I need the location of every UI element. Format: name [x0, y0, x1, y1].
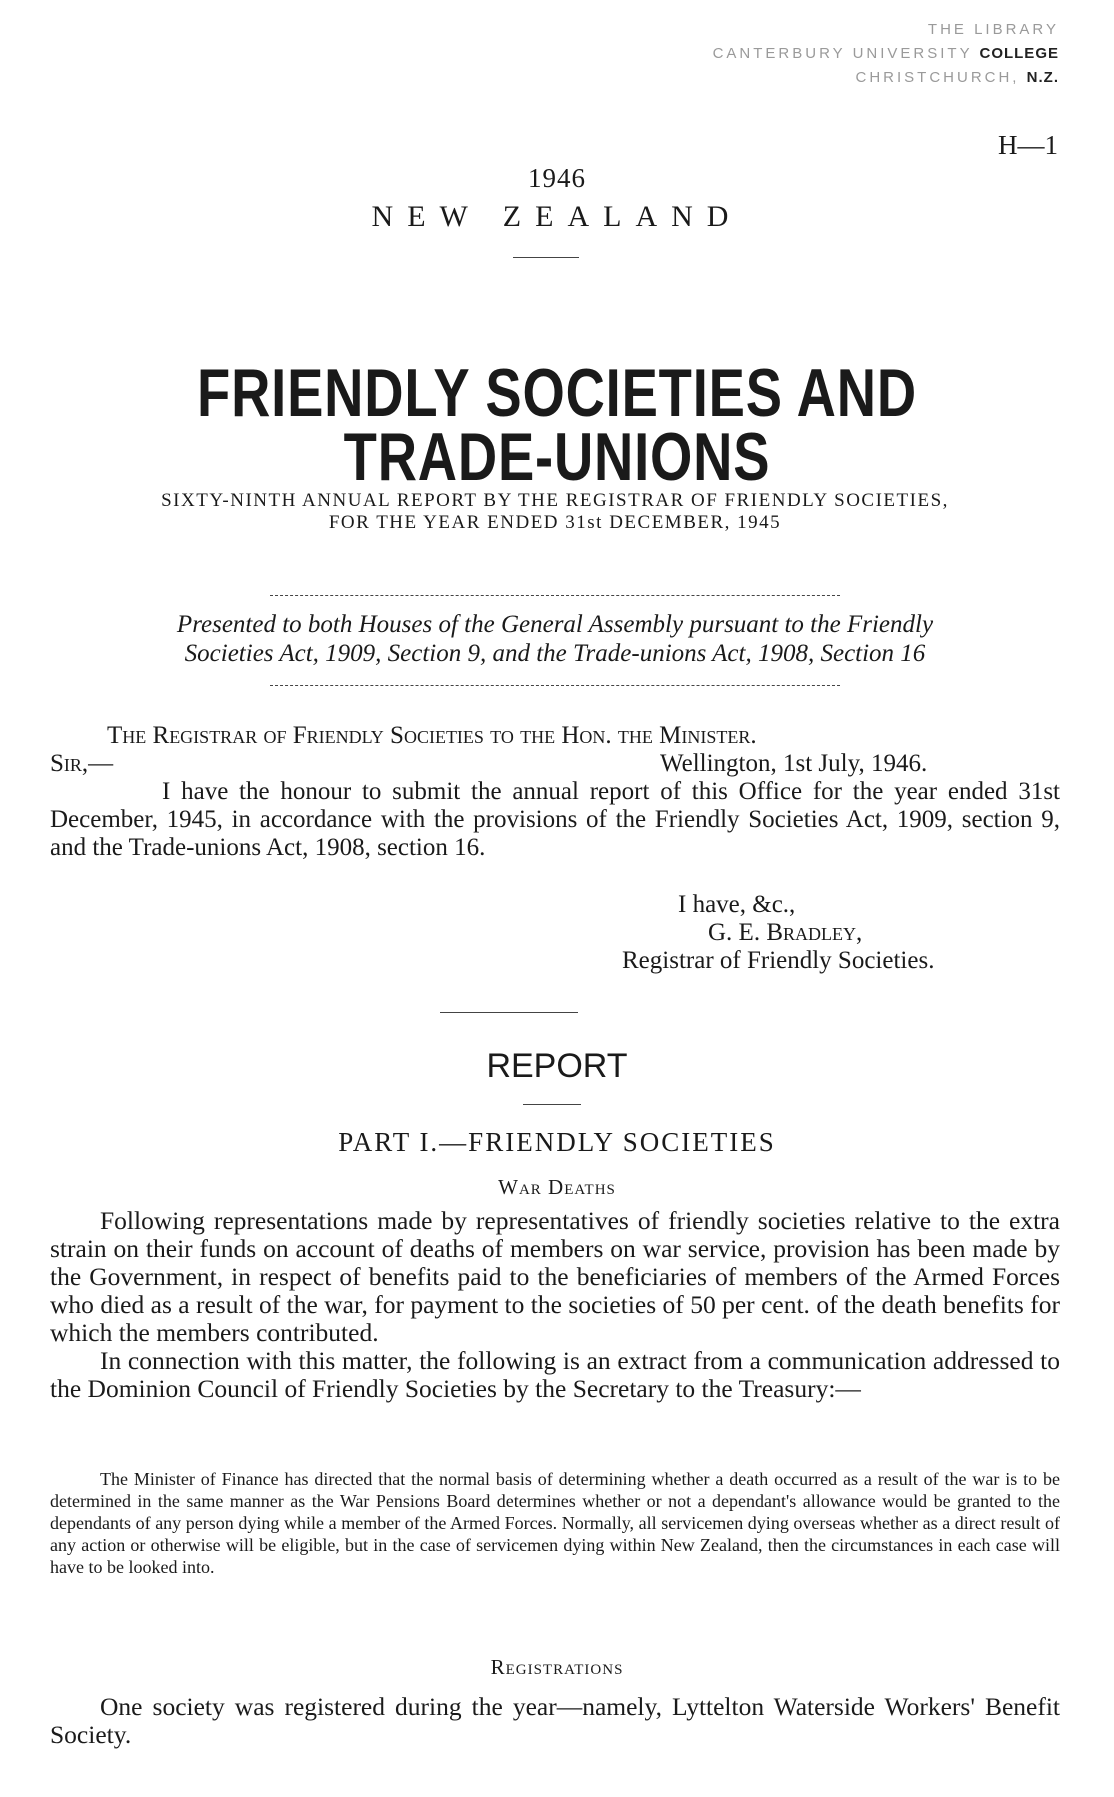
document-reference: H—1: [998, 130, 1058, 160]
section-heading-registrations: Registrations: [490, 1655, 624, 1679]
letter-place-date: Wellington, 1st July, 1946.: [660, 750, 928, 777]
stamp-line-2-faint: CANTERBURY UNIVERSITY: [712, 45, 973, 62]
letter-signatory-title: Registrar of Friendly Societies.: [622, 947, 935, 974]
presentation-note-line-2: Societies Act, 1909, Section 9, and the Trade-unions Act, 1908, Section 16: [184, 640, 926, 667]
subtitle-line-1: SIXTY-NINTH ANNUAL REPORT BY THE REGISTRAR OF FRIENDLY SOCIETIES,: [161, 490, 949, 511]
presentation-note-line-1: Presented to both Houses of the General Assembly pursuant to the Friendly: [176, 611, 934, 638]
divider-rule: [513, 257, 579, 258]
page-title-line-1: FRIENDLY SOCIETIES AND: [197, 355, 917, 431]
registrations-body: [50, 1693, 1060, 1749]
war-deaths-paragraph-2: In connection with this matter, the following is an extract from a communication addressed to the Dominion Council of Friendly Societies by the Secretary to the Treasury:—: [50, 1346, 1060, 1403]
stamp-line-3-faint: CHRISTCHURCH,: [855, 69, 1020, 86]
divider-rule: [440, 1012, 578, 1013]
divider-rule: [270, 685, 840, 686]
part-heading: PART I.—FRIENDLY SOCIETIES: [338, 1127, 776, 1157]
letter-signature: G. E. Bradley,: [708, 919, 863, 946]
stamp-line-3: [679, 66, 1059, 90]
letter-salutation: Sir,—: [50, 750, 114, 777]
war-deaths-paragraph-1: Following representations made by representatives of friendly societies relative to the extra strain on their funds on account of deaths of members on war service, provision has been made by the Government, in respect of benefits paid to the beneficiaries of members of the Armed Forces who died as a result of the war, for payment to the societies of 50 per cent. of the death benefits for which the members contributed.: [50, 1206, 1060, 1347]
page-title-line-2: TRADE-UNIONS: [343, 419, 771, 495]
subtitle-line-2: FOR THE YEAR ENDED 31st DECEMBER, 1945: [328, 512, 782, 533]
war-deaths-body: [50, 1207, 1060, 1403]
library-stamp: [679, 18, 1059, 90]
stamp-line-2-strong: COLLEGE: [979, 45, 1059, 62]
letter-closing: I have, &c.,: [678, 891, 796, 918]
report-subtitle: [50, 490, 1060, 534]
country-heading: NEW ZEALAND: [371, 200, 743, 233]
section-heading-war-deaths: War Deaths: [498, 1175, 616, 1199]
presentation-note: [45, 610, 1065, 668]
stamp-line-1: THE LIBRARY: [927, 21, 1059, 38]
letter-address: The Registrar of Friendly Societies to the Hon. the Minister.: [107, 722, 757, 749]
letter-body: I have the honour to submit the annual report of this Office for the year ended 31st December, 1945, in accordance with the provisions of the Friendly Societies Act, 1909, section 9, and the Trade-unions Act, 1908, section 16.: [50, 778, 1060, 861]
treasury-extract-quote: The Minister of Finance has directed that the normal basis of determining whether a death occurred as a result of the war is to be determined in the same manner as the War Pensions Board determines whether or not a dependant's allowance would be granted to the dependants of any person dying while a member of the Armed Forces. Normally, all servicemen dying overseas whether as a direct result of any action or otherwise will be eligible, but in the case of servicemen dying within New Zealand, then the circumstances in each case will have to be looked into.: [50, 1469, 1060, 1577]
registrations-paragraph-1: One society was registered during the year—namely, Lyttelton Waterside Workers' Benefit Society.: [50, 1692, 1060, 1749]
stamp-line-2: [679, 42, 1059, 66]
divider-rule: [523, 1104, 581, 1105]
publication-year: 1946: [528, 163, 586, 193]
divider-rule: [270, 595, 840, 596]
report-heading: REPORT: [486, 1047, 628, 1085]
stamp-line-3-strong: N.Z.: [1026, 69, 1059, 86]
